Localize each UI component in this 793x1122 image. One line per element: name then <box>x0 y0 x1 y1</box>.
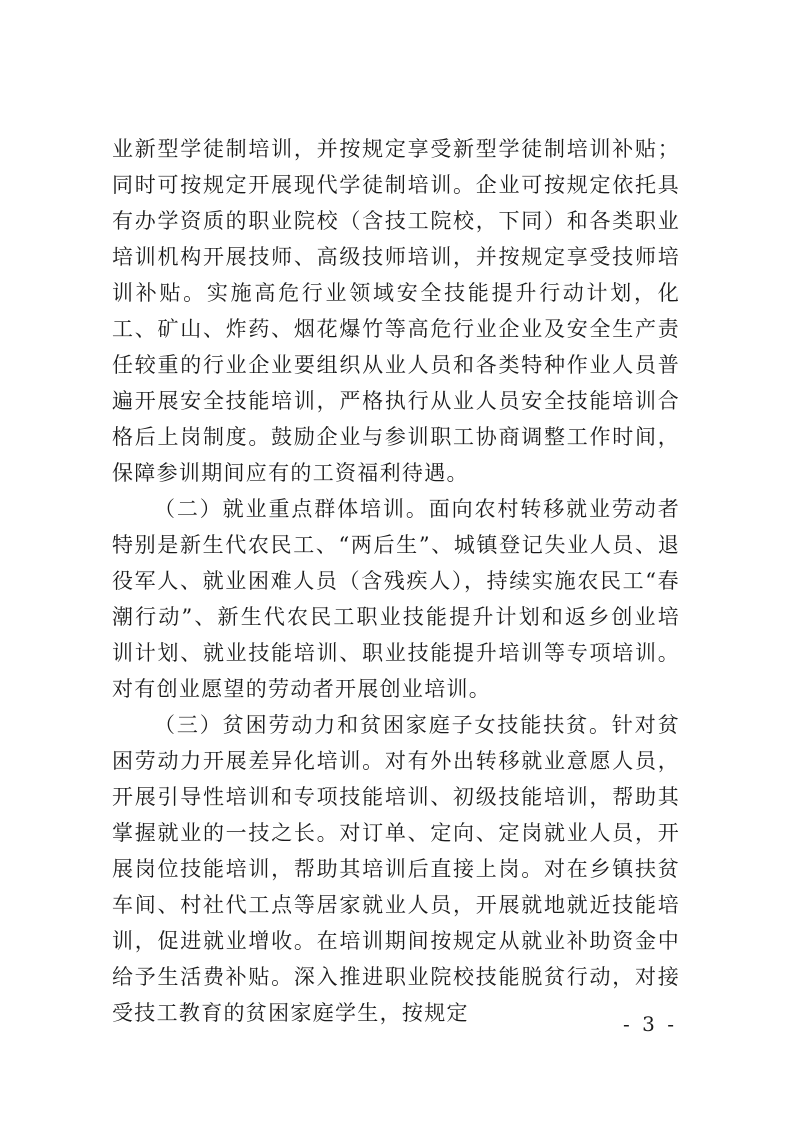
paragraph-poverty-skills: （三）贫困劳动力和贫困家庭子女技能扶贫。针对贫困劳动力开展差异化培训。对有外出转移就业意愿人员，开展引导性培训和专项技能培训、初级技能培训，帮助其掌握就业的一技之长。对订单、定向、定岗就业人员，开展岗位技能培训，帮助其培训后直接上岗。对在乡镇扶贫车间、村社代工点等居家就业人员，开展就地就近技能培训，促进就业增收。在培训期间按规定从就业补助资金中给予生活费补贴。深入推进职业院校技能脱贫行动，对接受技工教育的贫困家庭学生，按规定 <box>112 713 680 1025</box>
page-number: - 3 - <box>623 1012 677 1036</box>
document-body <box>112 131 680 1031</box>
paragraph-continuation: 业新型学徒制培训，并按规定享受新型学徒制培训补贴；同时可按规定开展现代学徒制培训。企业可按规定依托具有办学资质的职业院校（含技工院校，下同）和各类职业培训机构开展技师、高级技师培训，并按规定享受技师培训补贴。实施高危行业领域安全技能提升行动计划，化工、矿山、炸药、烟花爆竹等高危行业企业及安全生产责任较重的行业企业要组织从业人员和各类特种作业人员普遍开展安全技能培训，严格执行从业人员安全技能培训合格后上岗制度。鼓励企业与参训职工协商调整工作时间，保障参训期间应有的工资福利待遇。 <box>112 137 680 485</box>
paragraph-key-groups-training: （二）就业重点群体培训。面向农村转移就业劳动者特别是新生代农民工、“两后生”、城镇登记失业人员、退役军人、就业困难人员（含残疾人），持续实施农民工“春潮行动”、新生代农民工职业技能提升计划和返乡创业培训计划、就业技能培训、职业技能提升培训等专项培训。对有创业愿望的劳动者开展创业培训。 <box>112 497 680 701</box>
